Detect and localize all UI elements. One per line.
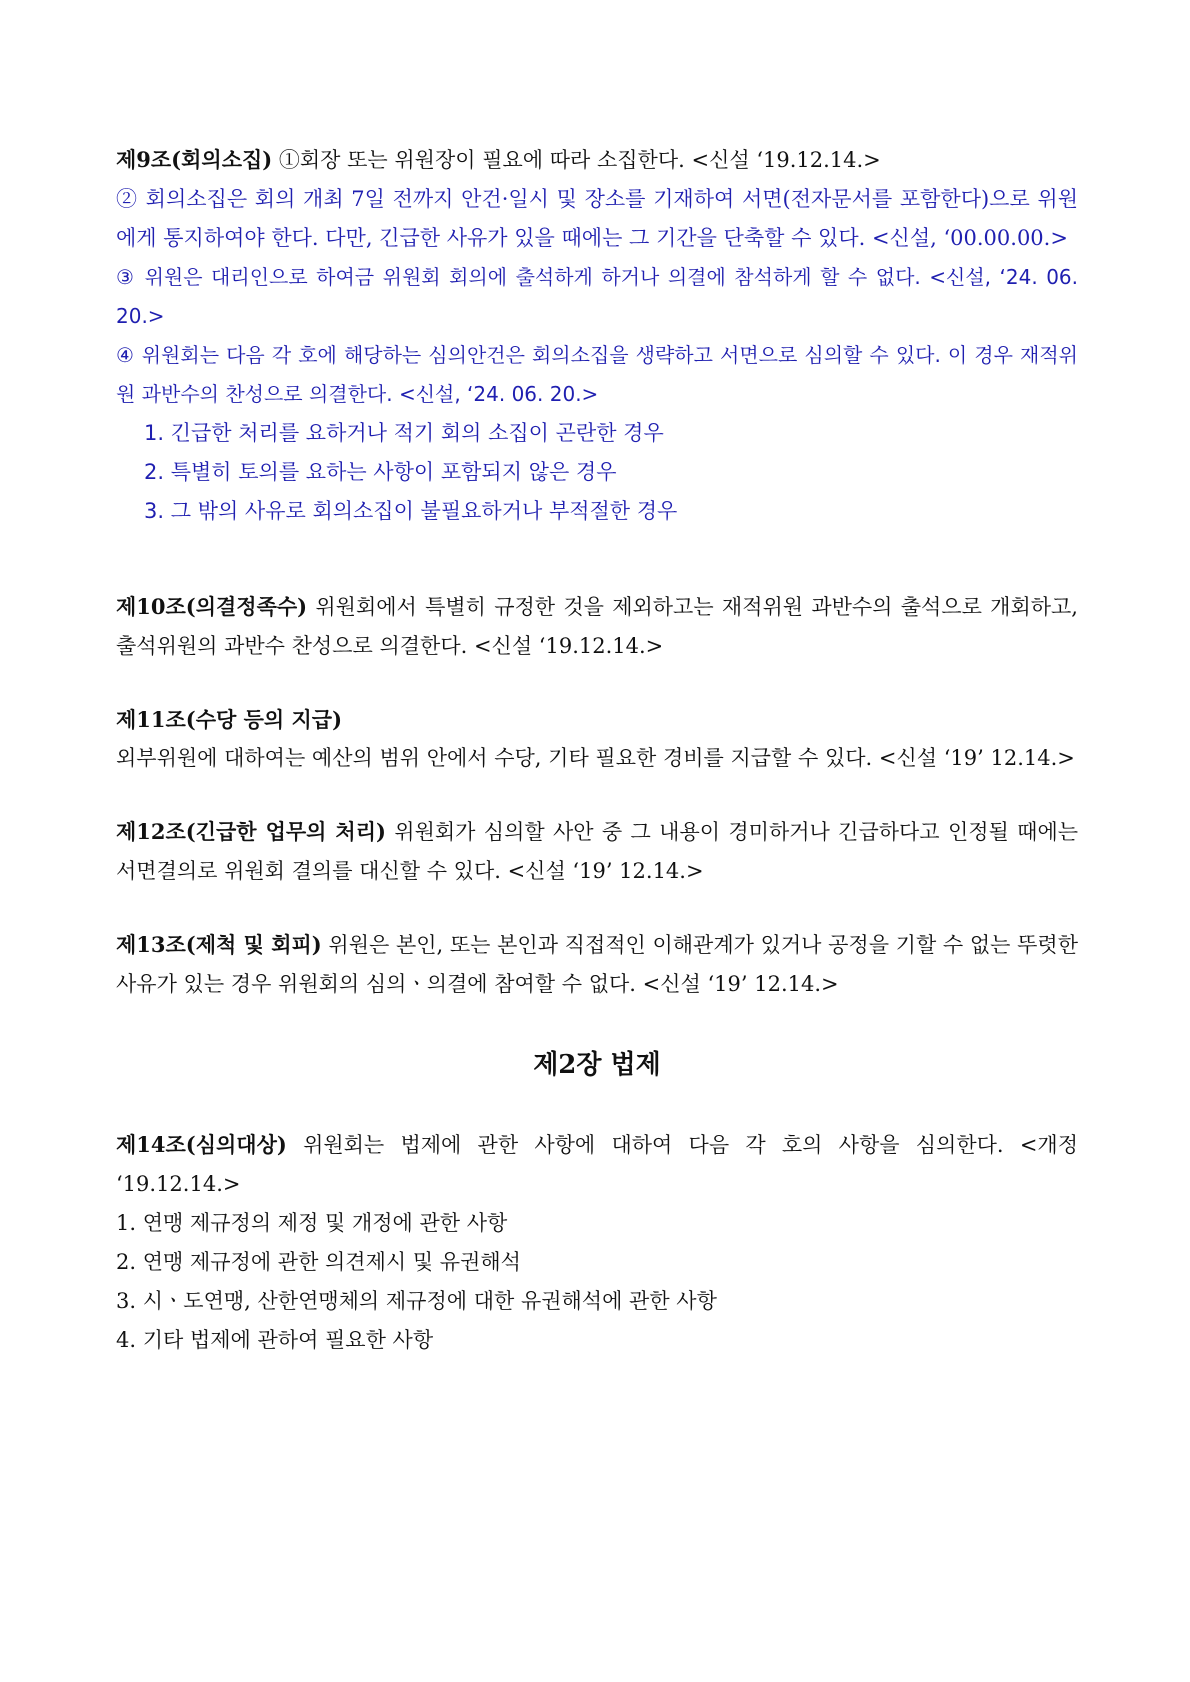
- list-item: 1. 긴급한 처리를 요하거나 적기 회의 소집이 곤란한 경우: [144, 421, 664, 445]
- article-13-heading: 제13조(제척 및 회피): [116, 932, 322, 957]
- article-13: [116, 925, 1078, 1004]
- article-9-clause-3: ③ 위원은 대리인으로 하여금 위원회 회의에 출석하게 하거나 의결에 참석하게 할 수 없다. <신설, ‘24. 06. 20.>: [116, 265, 1078, 328]
- article-11-body: 외부위원에 대하여는 예산의 범위 안에서 수당, 기타 필요한 경비를 지급할 수 있다. <신설 ‘19’ 12.14.>: [116, 746, 1075, 770]
- list-item: 4. 기타 법제에 관하여 필요한 사항: [116, 1328, 434, 1352]
- article-9: [116, 140, 1078, 531]
- article-10-body: 위원회에서 특별히 규정한 것을 제외하고는 재적위원 과반수의 출석으로 개회하고, 출석위원의 과반수 찬성으로 의결한다. <신설 ‘19.12.14.>: [116, 595, 1078, 658]
- article-13-body: 위원은 본인, 또는 본인과 직접적인 이해관계가 있거나 공정을 기할 수 없는 뚜렷한 사유가 있는 경우 위원회의 심의ㆍ의결에 참여할 수 없다. <신설 ‘19’ 12.14.>: [116, 933, 1078, 996]
- article-13-paragraph: [116, 925, 1078, 1004]
- article-9-heading: 제9조(회의소집): [116, 147, 273, 172]
- article-12-paragraph: [116, 812, 1078, 891]
- list-item: 1. 연맹 제규정의 제정 및 개정에 관한 사항: [116, 1211, 508, 1235]
- chapter-title: 제2장 법제: [533, 1050, 661, 1080]
- article-12: [116, 812, 1078, 891]
- list-item: 3. 시ㆍ도연맹, 산한연맹체의 제규정에 대한 유권해석에 관한 사항: [116, 1289, 717, 1313]
- article-14-heading: 제14조(심의대상): [116, 1132, 287, 1157]
- list-item: 2. 특별히 토의를 요하는 사항이 포함되지 않은 경우: [144, 460, 617, 484]
- article-11-heading: 제11조(수당 등의 지급): [116, 707, 343, 732]
- article-10-heading: 제10조(의결정족수): [116, 594, 308, 619]
- article-12-heading: 제12조(긴급한 업무의 처리): [116, 819, 386, 844]
- article-10: [116, 587, 1078, 666]
- article-9-paragraph-1: [116, 140, 1078, 180]
- article-9-clause-4: ④ 위원회는 다음 각 호에 해당하는 심의안건은 회의소집을 생략하고 서면으로 심의할 수 있다. 이 경우 재적위원 과반수의 찬성으로 의결한다. <신설, ‘24. 06. 20.>: [116, 343, 1078, 406]
- list-item: 3. 그 밖의 사유로 회의소집이 불필요하거나 부적절한 경우: [144, 499, 678, 523]
- article-9-clause-2: ② 회의소집은 회의 개최 7일 전까지 안건·일시 및 장소를 기재하여 서면(전자문서를 포함한다)으로 위원에게 통지하여야 한다. 다만, 긴급한 사유가 있을 때에는 그 기간을 단축할 수 있다. <신설, ‘00.00.00.>: [116, 187, 1078, 250]
- list-item: 2. 연맹 제규정에 관한 의견제시 및 유권해석: [116, 1250, 521, 1274]
- article-9-clause-1: ①회장 또는 위원장이 필요에 따라 소집한다. <신설 ‘19.12.14.>: [278, 148, 881, 172]
- article-14: [116, 1125, 1078, 1360]
- article-10-paragraph: [116, 587, 1078, 666]
- article-12-body: 위원회가 심의할 사안 중 그 내용이 경미하거나 긴급하다고 인정될 때에는 서면결의로 위원회 결의를 대신할 수 있다. <신설 ‘19’ 12.14.>: [116, 820, 1079, 883]
- article-14-body: 위원회는 법제에 관한 사항에 대하여 다음 각 호의 사항을 심의한다. <개정 ‘19.12.14.>: [116, 1133, 1078, 1196]
- article-11: [116, 700, 1078, 778]
- article-14-paragraph: [116, 1125, 1078, 1204]
- article-9-item-list: [116, 414, 1078, 531]
- document-page: [116, 140, 1078, 1394]
